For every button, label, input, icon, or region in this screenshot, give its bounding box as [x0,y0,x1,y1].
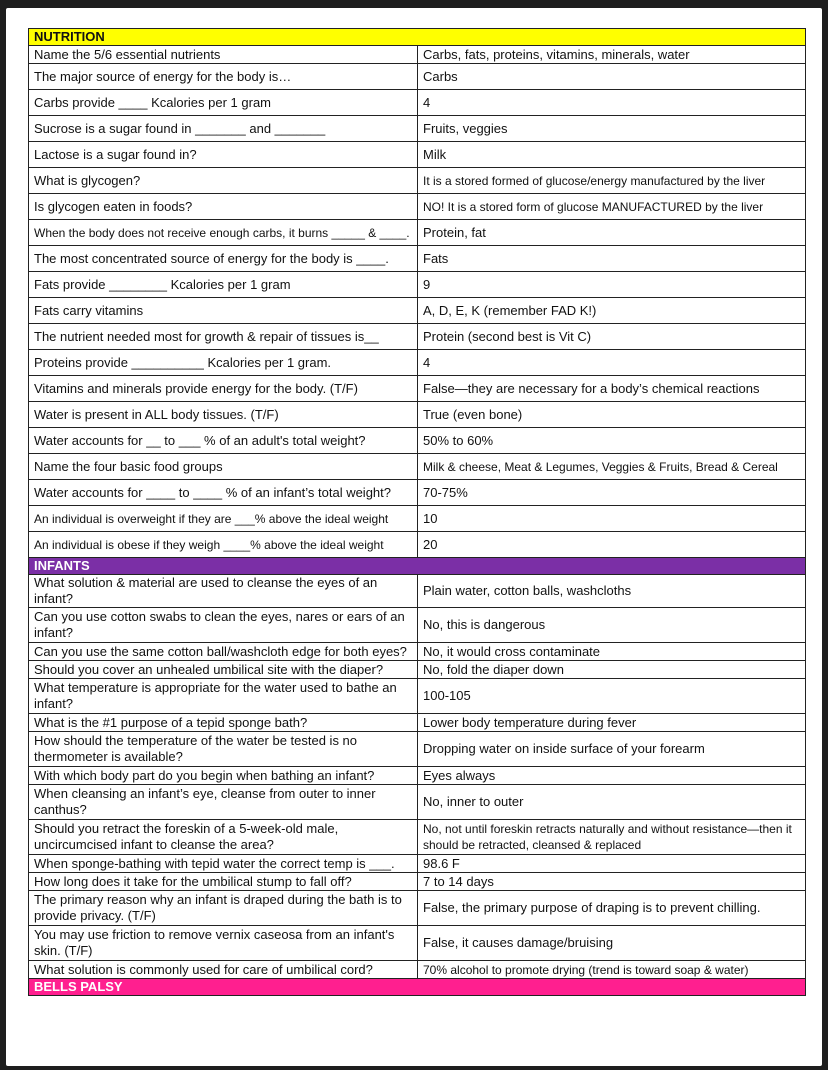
table-row [29,767,806,785]
table-row [29,608,806,643]
table-row [29,643,806,661]
table-row [29,679,806,714]
question-cell: Should you cover an unhealed umbilical site with the diaper? [29,661,418,679]
question-cell: When the body does not receive enough carbs, it burns _____ & ____. [29,220,418,246]
table-row [29,428,806,454]
table-row [29,873,806,891]
table-row [29,64,806,90]
table-row [29,376,806,402]
table-row [29,324,806,350]
table-row [29,575,806,608]
question-cell: Lactose is a sugar found in? [29,142,418,168]
answer-cell: No, this is dangerous [418,608,806,643]
answer-cell: NO! It is a stored form of glucose MANUFACTURED by the liver [418,194,806,220]
answer-cell: Protein, fat [418,220,806,246]
question-cell: Fats provide ________ Kcalories per 1 gram [29,272,418,298]
question-cell: The most concentrated source of energy for the body is ____. [29,246,418,272]
table-row [29,732,806,767]
answer-cell: Fruits, veggies [418,116,806,142]
question-cell: Carbs provide ____ Kcalories per 1 gram [29,90,418,116]
answer-cell: Carbs [418,64,806,90]
answer-cell: 100-105 [418,679,806,714]
question-cell: What is glycogen? [29,168,418,194]
answer-cell: True (even bone) [418,402,806,428]
question-cell: Vitamins and minerals provide energy for the body. (T/F) [29,376,418,402]
document-page [6,8,822,1066]
question-cell: What is the #1 purpose of a tepid sponge bath? [29,714,418,732]
table-row [29,506,806,532]
section-header-bells-palsy [29,979,806,996]
answer-cell: 10 [418,506,806,532]
section-header-nutrition [29,29,806,46]
question-cell: Can you use cotton swabs to clean the eyes, nares or ears of an infant? [29,608,418,643]
question-cell: Proteins provide __________ Kcalories per 1 gram. [29,350,418,376]
answer-cell: No, not until foreskin retracts naturally and without resistance—then it should be retracted, cleansed & replaced [418,820,806,855]
table-row [29,90,806,116]
question-cell: How should the temperature of the water be tested is no thermometer is available? [29,732,418,767]
table-row [29,926,806,961]
question-cell: Can you use the same cotton ball/washcloth edge for both eyes? [29,643,418,661]
study-guide-table [28,28,806,996]
table-row [29,785,806,820]
table-row [29,46,806,64]
answer-cell: 98.6 F [418,855,806,873]
section-header-infants [29,558,806,575]
section-title: INFANTS [29,558,806,575]
table-row [29,961,806,979]
question-cell: The nutrient needed most for growth & repair of tissues is__ [29,324,418,350]
answer-cell: 70% alcohol to promote drying (trend is toward soap & water) [418,961,806,979]
table-row [29,820,806,855]
answer-cell: 50% to 60% [418,428,806,454]
answer-cell: 4 [418,350,806,376]
answer-cell: 7 to 14 days [418,873,806,891]
answer-cell: No, fold the diaper down [418,661,806,679]
question-cell: How long does it take for the umbilical stump to fall off? [29,873,418,891]
question-cell: Name the four basic food groups [29,454,418,480]
table-row [29,220,806,246]
question-cell: Is glycogen eaten in foods? [29,194,418,220]
answer-cell: Plain water, cotton balls, washcloths [418,575,806,608]
section-title: NUTRITION [29,29,806,46]
answer-cell: A, D, E, K (remember FAD K!) [418,298,806,324]
question-cell: Water accounts for ____ to ____ % of an infant’s total weight? [29,480,418,506]
answer-cell: Milk & cheese, Meat & Legumes, Veggies & Fruits, Bread & Cereal [418,454,806,480]
table-row [29,116,806,142]
answer-cell: Dropping water on inside surface of your forearm [418,732,806,767]
answer-cell: No, it would cross contaminate [418,643,806,661]
table-row [29,855,806,873]
question-cell: Should you retract the foreskin of a 5-week-old male, uncircumcised infant to cleanse the area? [29,820,418,855]
table-row [29,532,806,558]
question-cell: An individual is overweight if they are ___% above the ideal weight [29,506,418,532]
question-cell: Water accounts for __ to ___ % of an adult's total weight? [29,428,418,454]
answer-cell: Protein (second best is Vit C) [418,324,806,350]
answer-cell: False, the primary purpose of draping is to prevent chilling. [418,891,806,926]
table-row [29,168,806,194]
question-cell: When sponge-bathing with tepid water the correct temp is ___. [29,855,418,873]
table-row [29,714,806,732]
table-row [29,194,806,220]
answer-cell: 4 [418,90,806,116]
table-row [29,350,806,376]
answer-cell: Eyes always [418,767,806,785]
answer-cell: False, it causes damage/bruising [418,926,806,961]
answer-cell: 70-75% [418,480,806,506]
answer-cell: Carbs, fats, proteins, vitamins, minerals, water [418,46,806,64]
question-cell: Water is present in ALL body tissues. (T/F) [29,402,418,428]
answer-cell: False—they are necessary for a body’s chemical reactions [418,376,806,402]
table-row [29,661,806,679]
question-cell: The primary reason why an infant is draped during the bath is to provide privacy. (T/F) [29,891,418,926]
question-cell: An individual is obese if they weigh ____% above the ideal weight [29,532,418,558]
question-cell: When cleansing an infant’s eye, cleanse from outer to inner canthus? [29,785,418,820]
answer-cell: It is a stored formed of glucose/energy manufactured by the liver [418,168,806,194]
table-row [29,298,806,324]
question-cell: Name the 5/6 essential nutrients [29,46,418,64]
table-row [29,480,806,506]
table-row [29,402,806,428]
table-row [29,891,806,926]
table-row [29,142,806,168]
answer-cell: 20 [418,532,806,558]
answer-cell: Fats [418,246,806,272]
question-cell: What solution & material are used to cleanse the eyes of an infant? [29,575,418,608]
section-title: BELLS PALSY [29,979,806,996]
question-cell: Sucrose is a sugar found in _______ and _______ [29,116,418,142]
answer-cell: 9 [418,272,806,298]
question-cell: What solution is commonly used for care of umbilical cord? [29,961,418,979]
question-cell: You may use friction to remove vernix caseosa from an infant's skin. (T/F) [29,926,418,961]
question-cell: What temperature is appropriate for the water used to bathe an infant? [29,679,418,714]
answer-cell: No, inner to outer [418,785,806,820]
table-row [29,246,806,272]
answer-cell: Lower body temperature during fever [418,714,806,732]
answer-cell: Milk [418,142,806,168]
question-cell: Fats carry vitamins [29,298,418,324]
question-cell: The major source of energy for the body is… [29,64,418,90]
table-row [29,272,806,298]
table-row [29,454,806,480]
question-cell: With which body part do you begin when bathing an infant? [29,767,418,785]
